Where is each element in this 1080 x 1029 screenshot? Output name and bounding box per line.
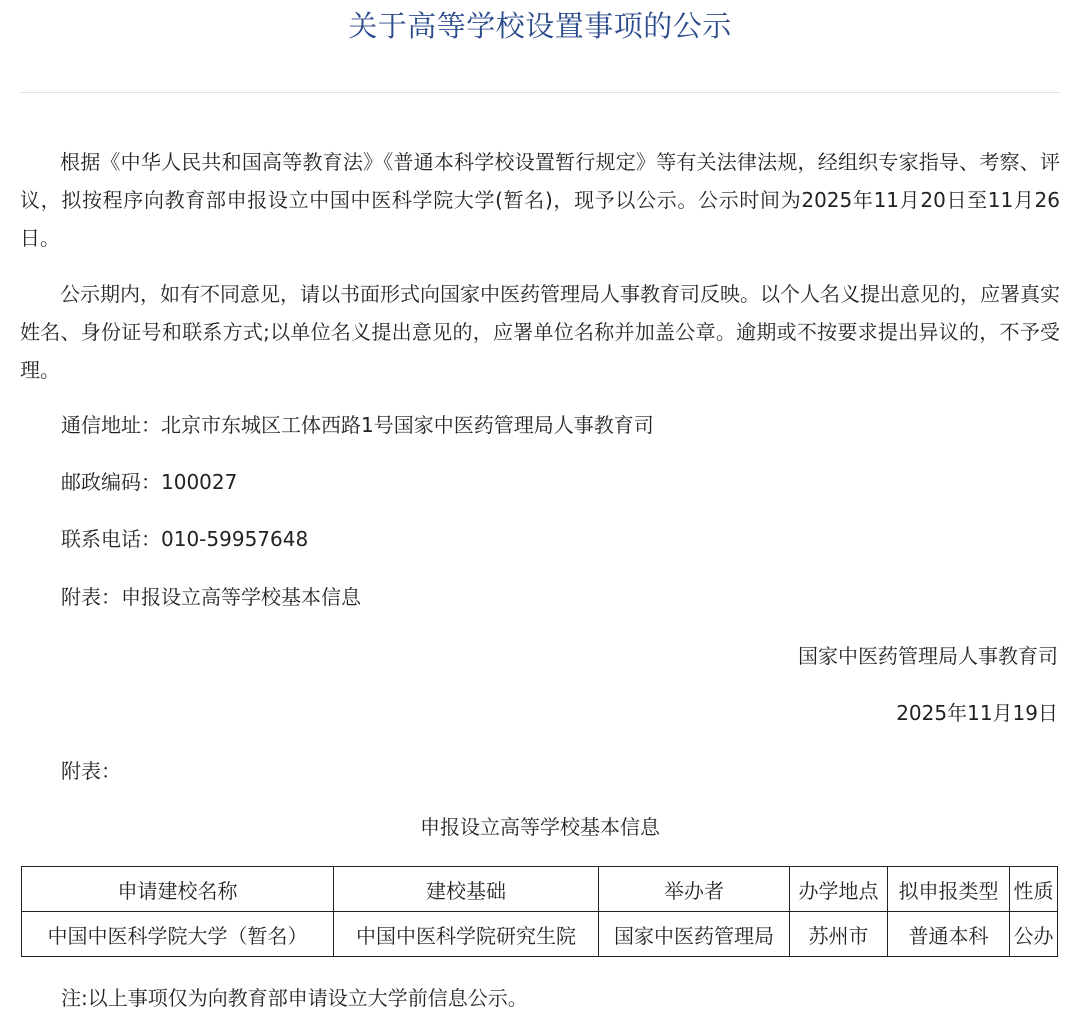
contact-phone: 联系电话：010-59957648 xyxy=(61,527,309,551)
mailing-address: 通信地址：北京市东城区工体西路1号国家中医药管理局人事教育司 xyxy=(61,413,654,437)
header-cell-location: 办学地点 xyxy=(790,867,888,912)
cell-type: 普通本科 xyxy=(888,912,1010,957)
page-title: 关于高等学校设置事项的公示 xyxy=(348,9,732,43)
attachment-reference: 附表：申报设立高等学校基本信息 xyxy=(61,585,361,609)
table-caption: 申报设立高等学校基本信息 xyxy=(420,815,660,839)
header-cell-school-name: 申请建校名称 xyxy=(22,867,334,912)
postal-code: 邮政编码：100027 xyxy=(61,470,238,494)
issue-date: 2025年11月19日 xyxy=(896,701,1058,725)
cell-school-name: 中国中医科学院大学（暂名） xyxy=(22,912,334,957)
header-cell-foundation: 建校基础 xyxy=(334,867,599,912)
cell-nature: 公办 xyxy=(1010,912,1058,957)
table-header-row xyxy=(22,867,1058,912)
cell-foundation: 中国中医科学院研究生院 xyxy=(334,912,599,957)
cell-sponsor: 国家中医药管理局 xyxy=(599,912,790,957)
notice-paragraph-1: 根据《中华人民共和国高等教育法》《普通本科学校设置暂行规定》等有关法律法规，经组织专家指导、考察、评议，拟按程序向教育部申报设立中国中医科学院大学(暂名)，现予以公示。公示时间为2025年11月20日至11月26日。 xyxy=(20,150,1060,250)
footnote: 注:以上事项仅为向教育部申请设立大学前信息公示。 xyxy=(61,986,528,1010)
school-info-table xyxy=(21,866,1058,957)
header-cell-type: 拟申报类型 xyxy=(888,867,1010,912)
header-cell-sponsor: 举办者 xyxy=(599,867,790,912)
title-divider xyxy=(20,92,1060,93)
cell-location: 苏州市 xyxy=(790,912,888,957)
header-cell-nature: 性质 xyxy=(1010,867,1058,912)
notice-paragraph-2: 公示期内，如有不同意见，请以书面形式向国家中医药管理局人事教育司反映。以个人名义提出意见的，应署真实姓名、身份证号和联系方式;以单位名义提出意见的，应署单位名称并加盖公章。逾期或不按要求提出异议的，不予受理。 xyxy=(20,282,1060,382)
table-row xyxy=(22,912,1058,957)
attachment-label: 附表： xyxy=(61,759,121,783)
issuing-office: 国家中医药管理局人事教育司 xyxy=(798,644,1058,668)
